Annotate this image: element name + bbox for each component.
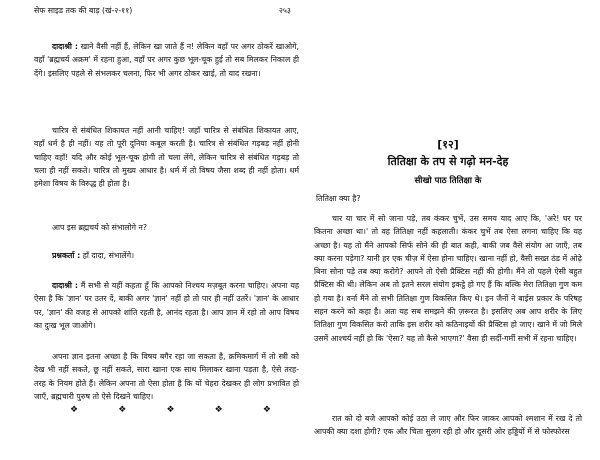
paragraph-text: खाने वैसी नहीं हैं, लेकिन खा जाते हैं न! लेकिन वहाँ पर अगर ठोकरें खाओगे, वहाँ 'ब्रह्मचर्य अक्रम' में रहना हुआ, वहाँ पर अगर कुछ भूल-चूक हुई तो सब मिलकर निकाल ही देंगे। इसलिए पहले से संभलकर चलना, फिर भी अगर ठोकर खाई, तो याद रखना।	[34, 42, 299, 78]
running-title: सेफ साइड तक की बाड़ (खं-२-११)	[34, 6, 133, 15]
paragraph	[34, 279, 299, 332]
running-header	[34, 4, 299, 17]
paragraph	[314, 412, 582, 439]
ornament-diamond-icon: ❖	[166, 405, 174, 415]
page-number: २५३	[278, 6, 291, 15]
section-heading: सीखो पाठ तितिक्षा के	[414, 176, 482, 186]
paragraph	[34, 350, 299, 403]
speaker-label: दादाश्री :	[52, 42, 78, 51]
chapter-title: तितिक्षा के तप से गढ़ो मन-देह	[387, 155, 509, 168]
paragraph-text: अपना ज्ञान इतना अच्छा है कि विषय बगैर रहा जा सकता है, क्रमिकमार्ग में तो स्त्री को देख भी नहीं सकते, छू नहीं सकते, सारा खाना एक साथ मिलाकर खाना पड़ता है, ऐसे तरह-तरह के नियम होते हैं। लेकिन अपना तो ऐसा होता है कि यों चेहरा देखकर ही लोग प्रभावित हो जाएँ, ब्रह्मचारी पुरुष तो ऐसे दिखने चाहिए।	[34, 352, 299, 401]
paragraph-text: चारित्र से संबंधित शिकायत नहीं आनी चाहिए! जहाँ चारित्र से संबंधित शिकायत आए, वहाँ धर्म है ही नहीं। यह तो पूरी दुनिया कबूल करती है। चारित्र से संबंधित गड़बड़ नहीं होनी चाहिए वहाँ! यदि और कोई भूल-चूक होगी तो चला लेंगे, लेकिन चारित्र से संबंधित गड़बड़ तो चला ही नहीं सकते। चारित्र तो मुख्य आधार है। धर्म में तो विषय जैसा शब्द ही नहीं होता। धर्म हमेशा विषय के विरुद्ध ही होता है।	[34, 126, 299, 189]
question-text: आप इस ब्रह्मचर्य को संभालोगे न?	[52, 223, 147, 232]
speaker-label: दादाश्री :	[52, 281, 78, 290]
paragraph	[34, 40, 299, 80]
question-heading: तितिक्षा क्या है?	[316, 194, 361, 203]
paragraph-text: रात को दो बजे आपको कोई उठा ले जाए और फिर जाकर आपको श्मशान में रख दे तो आपकी क्या दशा होगी? एक और चिता सुलग रही हो और दूसरी ओर हड्डियों में से फोस्फोरस	[314, 414, 582, 437]
paragraph-text: मैं सभी से यहीं कहता हूँ कि आपको निश्चय मज़बूत करना चाहिए। अपना यह ऐसा है कि 'ज्ञान' पर उतर दें, बाकी अगर 'ज्ञान' नहीं हो तो पार ही नहीं उतरें। 'ज्ञान' के आधार पर, 'ज्ञान' की वजह से आपको शांति रहती है, आनंद रहता है। आप ज्ञान में रहो तो आप विषय का दुःख भूल जाओगे।	[34, 281, 299, 330]
ornament-diamond-icon: ❖	[118, 405, 126, 415]
chapter-number: [१२]	[437, 138, 459, 151]
speaker-label: प्रश्नकर्ता :	[52, 251, 81, 260]
answer-text: हाँ दादा, संभालेंगे।	[82, 251, 135, 260]
question-line	[34, 221, 299, 234]
answer-line	[34, 249, 299, 262]
paragraph	[34, 124, 299, 190]
ornament-diamond-icon: ❖	[214, 405, 222, 415]
section-ornament	[70, 404, 270, 417]
ornament-diamond-icon: ❖	[262, 405, 270, 415]
paragraph	[314, 212, 582, 345]
paragraph-text: चार या चार में सो जाना पड़े, तब कंकर चुभें, उस समय याद आए कि, 'अरे! घर पर कितना अच्छा था।' तो वह तितिक्षा नहीं कहलाती। कंकर चुभें तब ऐसा लगना चाहिए कि यह अच्छा है। यह तो मैंने आपको सिर्फ सोने की ही बात कही, बाकी जब वैसे संयोग आ जाएँ, तब क्या करना पड़ेगा? यानी हर एक चीज़ में ऐसा होना चाहिए। खाना नहीं हो, वैसी सख्त ठंड में ओढ़े बिना सोना पड़े तब क्या करोगे? आपने तो ऐसी प्रैक्टिस नहीं की होगी। मैंने तो पहले ऐसी बहुत प्रैक्टिस की थी। लेकिन अब तो इतने सरल संयोग इकट्ठे हो गए हैं कि बल्कि मेरा तितिक्षा गुण कम हो गया है। वर्ना मैंने तो सभी तितिक्षा गुण विकसित किए थे। इन जैनों ने बाईस प्रकार के परिषह सहन करने को कहा है। अतः यह सब समझने की ज़रूरत है। इसलिए अब आप शरीर के लिए तितिक्षा गुण विकसित करो ताकि इस शरीर को कठिनाइयों की प्रैक्टिस हो जाए। खाने में जो मिले उसमें आश्चर्य नहीं हो कि 'ऐसा? यह तो कैसे भाएगा?' वैसा ही सर्दी-गर्मी सभी में रहना चाहिए।	[314, 214, 582, 343]
ornament-diamond-icon: ❖	[70, 405, 78, 415]
